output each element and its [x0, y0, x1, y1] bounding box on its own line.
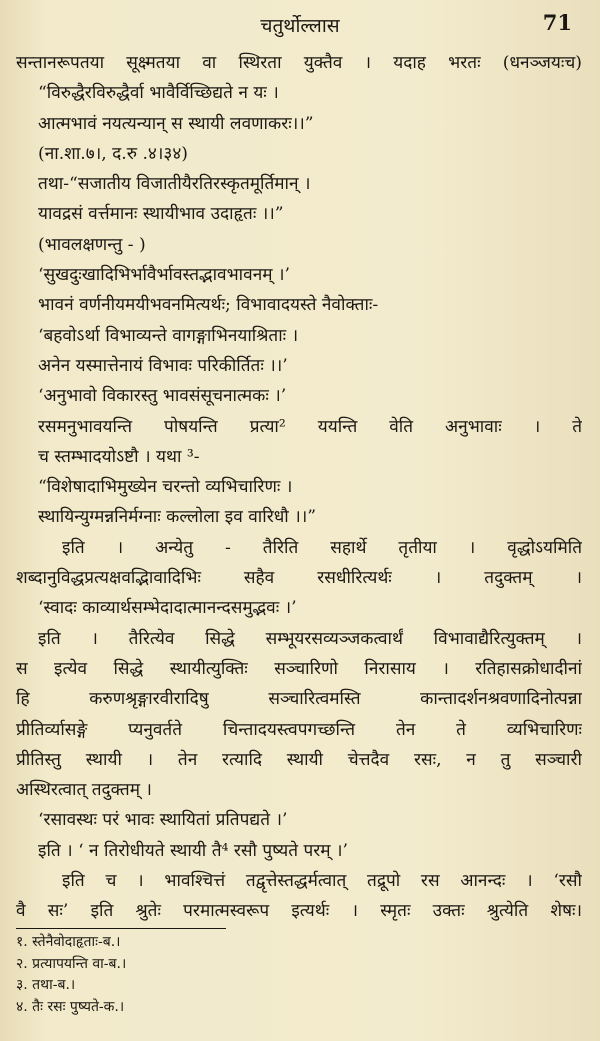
- text-line: “विशेषादाभिमुख्येन चरन्तो व्यभिचारिणः ।: [38, 477, 293, 498]
- text-line: इति । तैरित्येव सिद्धे सम्भूयरसव्यञ्जकत्वार्थं विभावाद्यैरित्युक्तम् ।: [38, 628, 582, 649]
- text-line: ‘स्वादः काव्यार्थसम्भेदादात्मानन्दसमुद्भवः ।’: [38, 598, 297, 619]
- text-line: (ना.शा.७।, द.रु .४।३४): [38, 143, 188, 164]
- text-line: (भावलक्षणन्तु - ): [38, 234, 146, 255]
- text-line: सन्तानरूपतया सूक्ष्मतया वा स्थिरता युक्तैव । यदाह भरतः (धनञ्जयःच): [16, 53, 582, 73]
- text-line: वै सः’ इति श्रुतेः परमात्मस्वरूप इत्यर्थः । स्मृतः उक्तः श्रुत्येति शेषः।: [16, 901, 582, 922]
- running-title: चतुर्थोल्लास: [260, 15, 340, 37]
- text-line: आत्मभावं नयत्यन्यान् स स्थायी लवणाकरः।।”: [38, 113, 314, 134]
- text-line: रसमनुभावयन्ति पोषयन्ति प्रत्या² ययन्ति वेति अनुभावाः । ते: [38, 416, 582, 437]
- text-line: प्रीतिस्तु स्थायी । तेन रत्यादि स्थायी चेत्तदैव रसः, न तु सञ्चारी: [16, 749, 582, 770]
- page-header: [0, 10, 600, 40]
- text-line: अस्थिरत्वात् तदुक्तम् ।: [16, 780, 152, 801]
- text-line: स इत्येव सिद्धे स्थायीत्युक्तिः सञ्चारिणो निरासाय । रतिहासक्रोधादीनां: [16, 658, 582, 679]
- text-line: हि करुणश्रृङ्गारवीरादिषु सञ्चारित्वमस्ति कान्तादर्शनश्रवणादिनोत्पन्ना: [16, 689, 582, 710]
- footnotes: [16, 932, 582, 1018]
- text-line: प्रीतिर्व्यासङ्गे प्यनुवर्तते चिन्तादयस्त्वपगच्छन्ति तेन ते व्यभिचारिणः: [16, 719, 582, 740]
- footnote: २. प्रत्यापयन्ति वा-ब.।: [16, 955, 127, 972]
- text-line: ‘सुखदुःखादिभिर्भावैर्भावस्तद्भावभावनम् ।’: [38, 265, 290, 286]
- footnote: १. स्तेनैवोदाहृताः-ब.।: [16, 934, 121, 950]
- text-line: इति । ‘ न तिरोधीयते स्थायी तै⁴ रसौ पुष्यते परम् ।’: [38, 840, 349, 861]
- text-line: भावनं वर्णनीयमयीभवनमित्यर्थः; विभावादयस्ते नैवोक्ताः-: [38, 295, 379, 316]
- text-line: शब्दानुविद्धप्रत्यक्षवद्भिावादिभिः सहैव रसधीरित्यर्थः । तदुक्तम् ।: [16, 568, 582, 589]
- text-line: ‘अनुभावो विकारस्तु भावसंसूचनात्मकः ।’: [38, 386, 287, 407]
- footnote-rule: [16, 928, 226, 929]
- text-line: तथा-“सजातीय विजातीयैरतिरस्कृतमूर्तिमान् ।: [38, 174, 311, 195]
- text-line: स्थायिन्युग्मन्ननिर्मग्नाः कल्लोला इव वारिधौ ।।”: [38, 507, 317, 528]
- text-line: “विरुद्धैरविरुद्धैर्वा भावैर्विच्छिद्यते न यः ।: [38, 83, 279, 104]
- text-line: च स्तम्भादयोऽष्टौ । यथा ³-: [38, 446, 200, 467]
- text-line: इति च । भावश्चित्तं तद्वृत्तेस्तद्धर्मत्वात् तद्रूपो रस आनन्दः । ‘रसौ: [62, 871, 582, 892]
- footnote: ३. तथा-ब.।: [16, 977, 76, 993]
- text-line: यावद्रसं वर्त्तमानः स्थायीभाव उदाहृतः ।।”: [38, 204, 284, 225]
- text-line: ‘रसावस्थः परं भावः स्थायितां प्रतिपद्यते ।’: [38, 810, 288, 831]
- text-line: ‘बहवोऽर्था विभाव्यन्ते वागङ्गाभिनयाश्रिताः ।: [38, 325, 299, 346]
- footnote: ४. तैः रसः पुष्यते-क.।: [16, 998, 125, 1015]
- text-line: इति । अन्येतु - तैरिति सहार्थे तृतीया । वृद्धोऽयमिति: [62, 537, 582, 558]
- page-number: 71: [542, 10, 572, 35]
- main-text: [16, 48, 582, 927]
- text-line: अनेन यस्मात्तेनायं विभावः परिकीर्तितः ।।’: [38, 355, 288, 376]
